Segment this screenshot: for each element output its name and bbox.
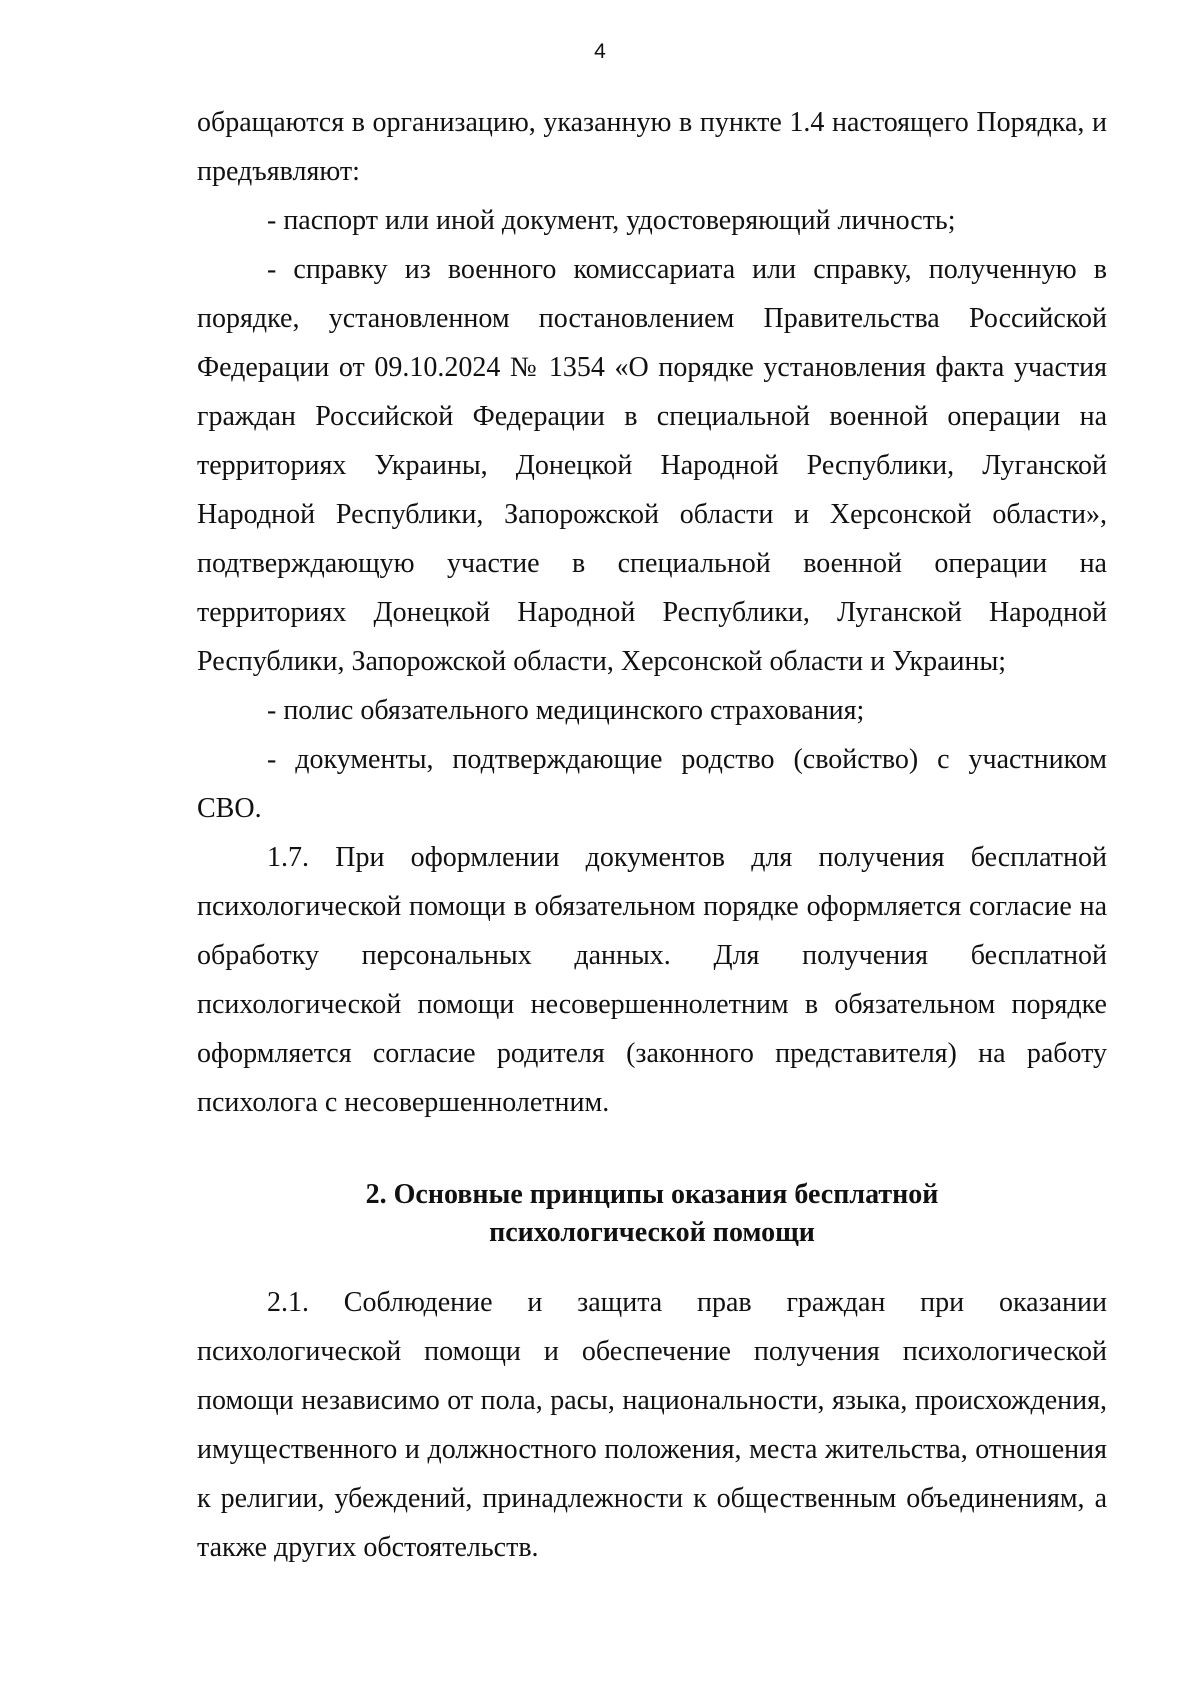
list-item-insurance-policy: - полис обязательного медицинского страхования; — [267, 695, 865, 726]
list-item-military-certificate: - справку из военного комиссариата или справку, полученную в порядке, установленном постановлением Правительства Российской Федерации от 09.10.2024 № 1354 «О порядке установления факта участия граждан Российской Федерации в специальной военной операции на территориях Украины, Донецкой Народной Республики, Луганской Народной Республики, Запорожской области и Херсонской области», подтверждающую участие в специальной военной операции на территориях Донецкой Народной Республики, Луганской Народной Республики, Запорожской области, Херсонской области и Украины; — [197, 254, 1107, 677]
list-item-kinship-documents: - документы, подтверждающие родство (свойство) с участником СВО. — [197, 744, 1107, 824]
section-2-heading-line-1: 2. Основные принципы оказания бесплатной — [365, 1179, 939, 1210]
page-number: 4 — [594, 40, 606, 63]
paragraph-2-1: 2.1. Соблюдение и защита прав граждан при оказании психологической помощи и обеспечение получения психологической помощи независимо от пола, расы, национальности, языка, происхождения, имущественного и должностного положения, места жительства, отношения к религии, убеждений, принадлежности к общественным объединениям, а также других обстоятельств. — [197, 1287, 1107, 1563]
section-2-heading — [197, 1176, 1107, 1252]
list-item-passport: - паспорт или иной документ, удостоверяющий личность; — [267, 205, 956, 236]
document-body — [197, 98, 1107, 1572]
paragraph-continuation: обращаются в организацию, указанную в пункте 1.4 настоящего Порядка, и предъявляют: — [197, 107, 1107, 187]
section-2-heading-line-2: психологической помощи — [489, 1217, 815, 1248]
paragraph-1-7: 1.7. При оформлении документов для получения бесплатной психологической помощи в обязательном порядке оформляется согласие на обработку персональных данных. Для получения бесплатной психологической помощи несовершеннолетним в обязательном порядке оформляется согласие родителя (законного представителя) на работу психолога с несовершеннолетним. — [197, 842, 1107, 1118]
